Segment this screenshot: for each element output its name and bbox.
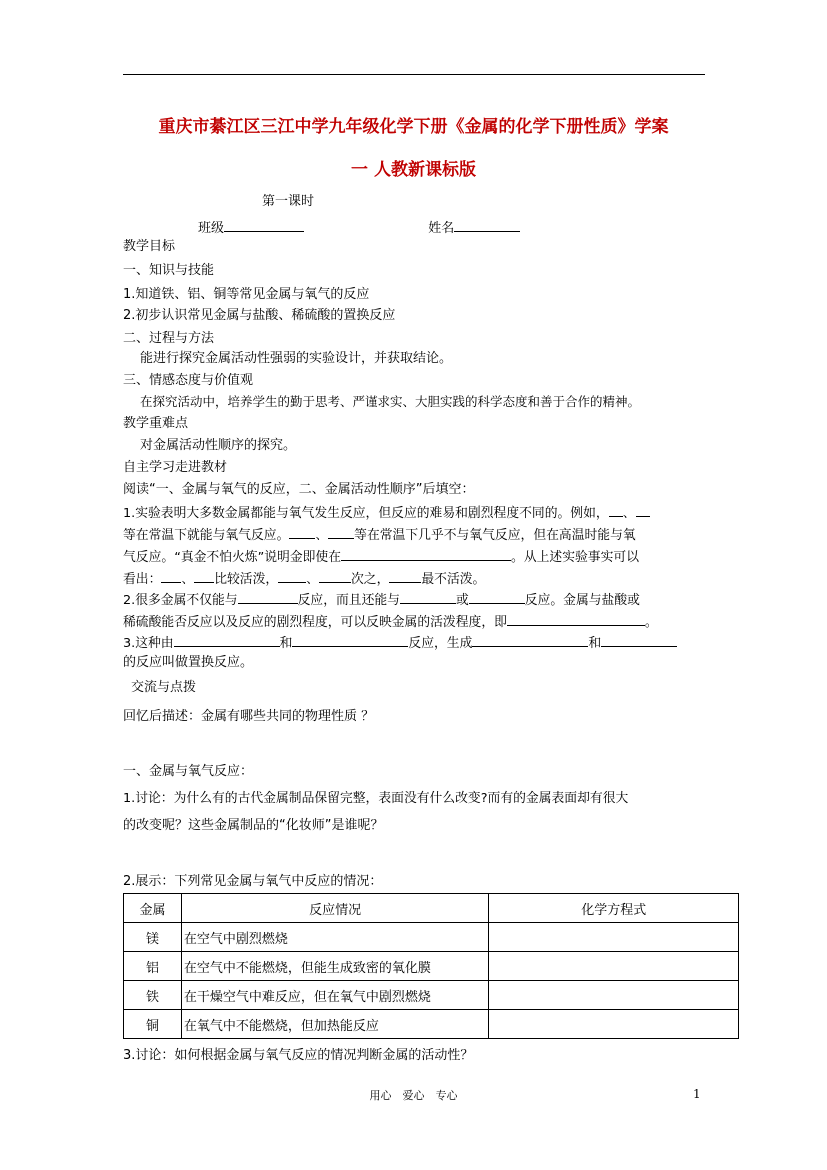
exchange-heading: 交流与点拨 (131, 680, 197, 695)
p1-blank-10[interactable] (389, 569, 421, 583)
name-blank[interactable] (454, 218, 520, 232)
p1-text-e: 等在常温下几乎不与氧气反应，但在高温时能与氧 (354, 528, 636, 543)
table-cell-equation[interactable] (489, 923, 739, 952)
p2-text-d: 反应。金属与盐酸或 (524, 593, 640, 608)
p3-blank-4[interactable] (601, 633, 677, 647)
objectives-heading: 教学目标 (123, 239, 176, 254)
table-header-equation: 化学方程式 (489, 894, 739, 923)
p3-text-d: 和 (588, 636, 602, 651)
table-header-reaction: 反应情况 (181, 894, 488, 923)
p2-blank-2[interactable] (400, 590, 456, 604)
p1-text-h: 看出： (123, 572, 162, 587)
p1-text-i: 、 (181, 572, 195, 587)
document-title-line1: 重庆市綦江区三江中学九年级化学下册《金属的化学下册性质》学案 (158, 117, 669, 137)
p3-blank-3[interactable] (472, 633, 588, 647)
self-study-intro: 阅读“一、金属与氧气的反应，二、金属活动性顺序”后填空： (123, 482, 475, 497)
p1-blank-3[interactable] (289, 525, 315, 539)
paragraph3-line2: 的反应叫做置换反应。 (123, 655, 254, 670)
table-row (124, 981, 739, 1010)
p3-blank-1[interactable] (174, 633, 280, 647)
p1-text-l: 次之， (350, 572, 390, 587)
p1-blank-7[interactable] (194, 569, 214, 583)
page-footer: 用心 爱心 专心 (369, 1089, 458, 1102)
paragraph1-line2 (123, 525, 636, 544)
table-cell-equation[interactable] (489, 1010, 739, 1039)
paragraph1-line1 (123, 503, 650, 522)
objectives-section1: 一、知识与技能 (123, 263, 215, 278)
key-heading: 教学重难点 (123, 416, 189, 431)
p1-blank-4[interactable] (328, 525, 354, 539)
class-name-row (198, 218, 520, 237)
p1-text-f: 气反应。“真金不怕火炼”说明金即使在 (123, 550, 342, 565)
table-row (124, 952, 739, 981)
table-cell-equation[interactable] (489, 952, 739, 981)
table-cell-equation[interactable] (489, 981, 739, 1010)
objectives-item1: 1.知道铁、铝、铜等常见金属与氧气的反应 (123, 287, 370, 302)
paragraph2-line1 (123, 590, 640, 609)
p1-text-a: 1.实验表明大多数金属都能与氧气发生反应，但反应的难易和剧烈程度不同的。例如， (123, 506, 609, 521)
p2-text-b: 反应，而且还能与 (297, 593, 400, 608)
table-cell-metal: 铁 (124, 981, 182, 1010)
objectives-item2: 2.初步认识常见金属与盐酸、稀硫酸的置换反应 (123, 308, 396, 323)
page-number: 1 (693, 1087, 701, 1101)
class-label: 班级 (198, 221, 225, 236)
self-study-heading: 自主学习走进教材 (123, 460, 228, 475)
p1-blank-5[interactable] (341, 547, 511, 561)
p1-blank-8[interactable] (278, 569, 306, 583)
section1-heading: 一、金属与氧气反应： (123, 764, 254, 779)
p1-text-g: 。从上述实验事实可以 (511, 550, 639, 565)
p2-text-a: 2.很多金属不仅能与 (123, 593, 238, 608)
paragraph3-line1 (123, 633, 677, 652)
table-cell-metal: 镁 (124, 923, 182, 952)
table-cell-reaction: 在空气中不能燃烧，但能生成致密的氧化膜 (181, 952, 488, 981)
p1-blank-9[interactable] (319, 569, 351, 583)
document-title-line2: 一 人教新课标版 (351, 160, 476, 180)
p1-text-k: 、 (306, 572, 319, 587)
p2-blank-1[interactable] (238, 590, 298, 604)
table-cell-reaction: 在空气中剧烈燃烧 (181, 923, 488, 952)
objectives-section3-text: 在探究活动中，培养学生的勤于思考、严谨求实、大胆实践的科学态度和善于合作的精神。 (140, 394, 641, 409)
objectives-section2-text: 能进行探究金属活动性强弱的实验设计，并获取结论。 (140, 351, 453, 366)
objectives-section2: 二、过程与方法 (123, 331, 215, 346)
table-cell-metal: 铜 (124, 1010, 182, 1039)
table-header-metal: 金属 (124, 894, 182, 923)
p2-blank-4[interactable] (507, 612, 645, 626)
p1-blank-6[interactable] (161, 569, 181, 583)
metal-oxygen-table (123, 893, 739, 1039)
table-cell-metal: 铝 (124, 952, 182, 981)
table-row (124, 923, 739, 952)
class-blank[interactable] (224, 218, 304, 232)
discuss1-line1: 1.讨论：为什么有的古代金属制品保留完整，表面没有什么改变?而有的金属表面却有很大 (123, 791, 629, 806)
paragraph1-line3 (123, 547, 639, 566)
discuss3: 3.讨论：如何根据金属与氧气反应的情况判断金属的活动性？ (123, 1048, 474, 1063)
recall-question: 回忆后描述：金属有哪些共同的物理性质 ？ (123, 709, 375, 724)
table-cell-reaction: 在干燥空气中难反应，但在氧气中剧烈燃烧 (181, 981, 488, 1010)
p1-blank-2[interactable] (636, 503, 650, 517)
header-rule (123, 74, 705, 75)
p3-text-b: 和 (279, 636, 293, 651)
show-heading: 2.展示：下列常见金属与氧气中反应的情况： (123, 874, 383, 889)
table-row (124, 1010, 739, 1039)
p2-text-c: 或 (455, 593, 469, 608)
p1-text-c: 等在常温下就能与氧气反应。 (123, 528, 290, 543)
p2-text-f: 。 (644, 615, 658, 630)
discuss1-line2: 的改变呢？这些金属制品的“化妆师”是谁呢？ (123, 818, 384, 833)
key-text: 对金属活动性顺序的探究。 (140, 438, 297, 453)
p1-blank-1[interactable] (609, 503, 623, 517)
p3-blank-2[interactable] (292, 633, 408, 647)
objectives-section3: 三、情感态度与价值观 (123, 373, 254, 388)
p3-text-c: 反应，生成 (408, 636, 473, 651)
p1-text-d: 、 (315, 528, 329, 543)
p2-text-e: 稀硫酸能否反应以及反应的剧烈程度，可以反映金属的活泼程度，即 (123, 615, 507, 630)
p1-text-j: 比较活泼， (214, 572, 279, 587)
p1-text-m: 最不活泼。 (421, 572, 486, 587)
p2-blank-3[interactable] (469, 590, 525, 604)
paragraph1-line4 (123, 569, 485, 588)
paragraph2-line2 (123, 612, 658, 631)
name-label: 姓名 (428, 221, 455, 236)
table-cell-reaction: 在氧气中不能燃烧，但加热能反应 (181, 1010, 488, 1039)
p1-text-b: 、 (622, 506, 636, 521)
lesson-label: 第一课时 (262, 194, 315, 209)
table-header-row (124, 894, 739, 923)
p3-text-a: 3.这种由 (123, 636, 174, 651)
